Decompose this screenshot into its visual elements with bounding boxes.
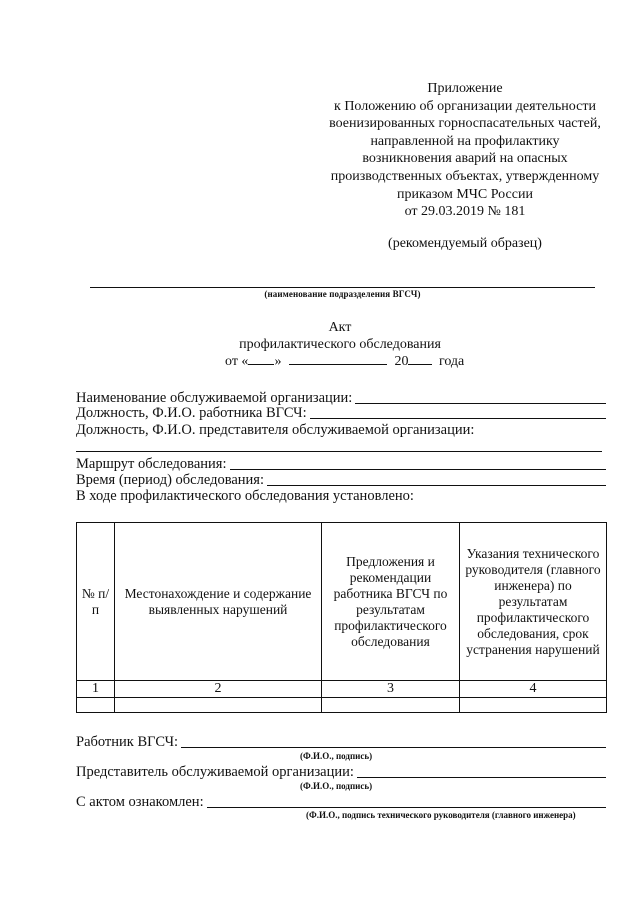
- table-cell[interactable]: [322, 698, 460, 713]
- appendix-line: к Положению об организации деятельности: [334, 98, 596, 114]
- table-cell[interactable]: [115, 698, 322, 713]
- table-header-cell: Местонахождение и содержание выявленных нарушений: [115, 523, 322, 681]
- appendix-line: возникновения аварий на опасных: [362, 151, 568, 167]
- table-header-cell: Указания технического руководителя (главного инженера) по результатам профилактического обследования, срок устранения нарушений: [460, 523, 607, 681]
- acknowledged-field: [76, 794, 606, 811]
- appendix-line: военизированных горноспасательных частей,: [329, 116, 601, 132]
- worker-signature-label: Работник ВГСЧ:: [76, 734, 179, 750]
- date-day-blank[interactable]: [248, 352, 274, 365]
- representative-signature-input[interactable]: [357, 777, 606, 778]
- route-field: [76, 456, 606, 473]
- table-cell: 3: [322, 681, 460, 698]
- representative-signature-caption: (Ф.И.О., подпись): [300, 781, 373, 791]
- act-title: Акт: [328, 320, 352, 335]
- acknowledged-label: С актом ознакомлен:: [76, 794, 204, 810]
- appendix-line: приказом МЧС России: [397, 186, 533, 202]
- acknowledged-input[interactable]: [207, 807, 606, 808]
- table-header-row: [77, 523, 607, 681]
- appendix-line: производственных объектах, утвержденному: [330, 168, 600, 184]
- representative-signature-field: [76, 764, 606, 781]
- worker-field: [76, 405, 606, 422]
- established-label: В ходе профилактического обследования установлено:: [76, 488, 414, 504]
- time-input[interactable]: [267, 485, 606, 486]
- act-date-line: [225, 352, 464, 370]
- date-year-blank[interactable]: [408, 352, 432, 365]
- date-month-blank[interactable]: [289, 352, 387, 365]
- time-label: Время (период) обследования:: [76, 472, 265, 488]
- representative-label: Должность, Ф.И.О. представителя обслуживаемой организации:: [76, 422, 475, 438]
- table-row: [77, 698, 607, 713]
- appendix-line: от 29.03.2019 № 181: [404, 204, 526, 220]
- table-row: [77, 681, 607, 698]
- act-subtitle: профилактического обследования: [239, 337, 441, 352]
- table-cell: 2: [115, 681, 322, 698]
- subdivision-caption: (наименование подразделения ВГСЧ): [264, 289, 421, 299]
- time-field: [76, 472, 606, 489]
- route-input[interactable]: [230, 469, 607, 470]
- date-suffix: года: [438, 354, 465, 369]
- representative-field: [76, 422, 606, 439]
- worker-signature-caption: (Ф.И.О., подпись): [300, 751, 373, 761]
- findings-table: [76, 522, 607, 713]
- route-label: Маршрут обследования:: [76, 456, 227, 472]
- worker-input[interactable]: [310, 418, 606, 419]
- table-header-cell: № п/п: [77, 523, 115, 681]
- established-field: [76, 488, 414, 505]
- organization-label: Наименование обслуживаемой организации:: [76, 390, 353, 406]
- table-cell[interactable]: [460, 698, 607, 713]
- representative-signature-label: Представитель обслуживаемой организации:: [76, 764, 354, 780]
- subdivision-name-line[interactable]: [90, 287, 595, 288]
- worker-signature-field: [76, 734, 606, 751]
- table-cell: 4: [460, 681, 607, 698]
- date-year-prefix: 20: [394, 354, 409, 369]
- date-prefix: от «: [225, 354, 249, 369]
- act-title-block: [150, 319, 530, 353]
- acknowledged-caption: (Ф.И.О., подпись технического руководителя (главного инженера): [306, 810, 576, 820]
- worker-label: Должность, Ф.И.О. работника ВГСЧ:: [76, 405, 307, 421]
- table-cell[interactable]: [77, 698, 115, 713]
- representative-input[interactable]: [76, 451, 602, 452]
- date-quote-close: »: [274, 354, 282, 369]
- appendix-line: Приложение: [427, 81, 503, 96]
- table-header-cell: Предложения и рекомендации работника ВГСЧ по результатам профилактического обследования: [322, 523, 460, 681]
- appendix-header: [300, 80, 630, 221]
- appendix-line: направленной на профилактику: [370, 133, 560, 149]
- table-cell: 1: [77, 681, 115, 698]
- worker-signature-input[interactable]: [181, 747, 606, 748]
- organization-input[interactable]: [355, 403, 606, 404]
- sample-note: (рекомендуемый образец): [388, 236, 542, 251]
